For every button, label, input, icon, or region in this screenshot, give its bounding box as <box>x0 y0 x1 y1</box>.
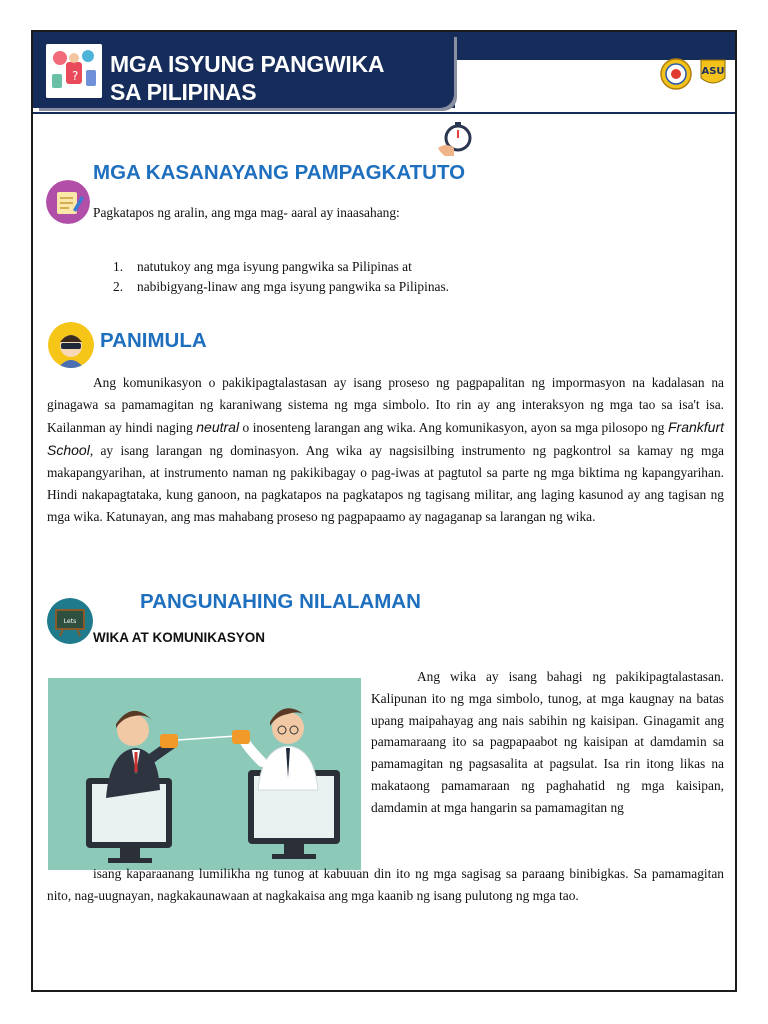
svg-text:Lets: Lets <box>63 618 77 625</box>
university-logo <box>698 58 728 88</box>
nilalaman-heading: PANGUNAHING NILALAMAN <box>140 590 421 613</box>
svg-text:ASU: ASU <box>701 66 725 77</box>
chalkboard-icon <box>47 598 93 644</box>
header-notch <box>455 60 735 108</box>
objectives-heading: MGA KASANAYANG PAMPAGKATUTO <box>93 161 466 184</box>
list-item: 1. natutukoy ang mga isyung pangwika sa Pilipinas at <box>113 259 412 274</box>
objectives-list <box>113 257 449 297</box>
panimula-heading: PANIMULA <box>100 329 207 352</box>
list-item: 2. nabibigyang-linaw ang mga isyung pangwika sa Pilipinas. <box>113 279 450 294</box>
writing-pad-icon <box>46 180 90 224</box>
student-avatar-icon <box>48 322 94 368</box>
wika-subheading: WIKA AT KOMUNIKASYON <box>93 630 265 645</box>
header-rule <box>33 112 735 114</box>
page-title: MGA ISYUNG PANGWIKA SA PILIPINAS <box>110 51 385 105</box>
language-issues-icon <box>46 44 102 98</box>
wika-tail-paragraph: isang kaparaanang lumilikha ng tunog at kabuuan din ito ng mga sagisag sa paraang binibigkas. Sa pamamagitan nito, nag-uugnayan, nagkakaunawaan at nagkakaisa ang mga kaanib ng isang pulutong ng mga tao. <box>47 866 724 903</box>
communication-illustration <box>48 678 361 870</box>
stopwatch-icon <box>436 118 478 160</box>
objectives-intro: Pagkatapos ng aralin, ang mga mag- aaral ay inaasahang: <box>93 205 400 220</box>
wika-wrap-paragraph: Ang wika ay isang bahagi ng pakikipagtalastasan. Kalipunan ito ng mga simbolo, tunog, at mga kaugnay na batas upang maipahayag ang nais sabihin ng kaisipan. Ginagamit ang pamamaraang ito sa pagpapaabot ng kaisipan at damdamin sa pamamagitan ng pagsasalita at pagsulat. Isa rin itong likas na makataong pamamaraan ng paghahatid ng mga kaisipan, damdamin at mga hangarin sa pamamagitan ng <box>371 669 724 815</box>
panimula-paragraph: Ang komunikasyon o pakikipagtalastasan ay isang proseso ng pagpapalitan ng impormasyon na kadalasan na ginagawa sa pamamagitan ng karaniwang sistema ng mga simbolo. Ito rin ay ang interaksyon ng mga tao sa isa't isa. Kailanman ay hindi naging neutral o inosenteng larangan ang wika. Ang komunikasyon, ayon sa mga pilosopo ng Frankfurt School, ay isang larangan ng dominasyon. Ang wika ay nagsisilbing instrumento ng pagkontrol sa kamay ng mga makapangyarihan, at instrumento naman ng pakikibagay o pag-iwas at pagtutol sa parte ng mga biktima ng kapangyarihan. Hindi nakapagtataka, kung ganoon, na pagkatapos na pagkatapos ng tagisang militar, ang laging kasunod ay ang tagisan ng mga wika. Katunayan, ang mas mahabang proseso ng pagpapaamo ay nagaganap sa larangan ng wika. <box>47 375 725 524</box>
school-seal-logo <box>660 58 692 90</box>
svg-text:?: ? <box>72 69 79 83</box>
